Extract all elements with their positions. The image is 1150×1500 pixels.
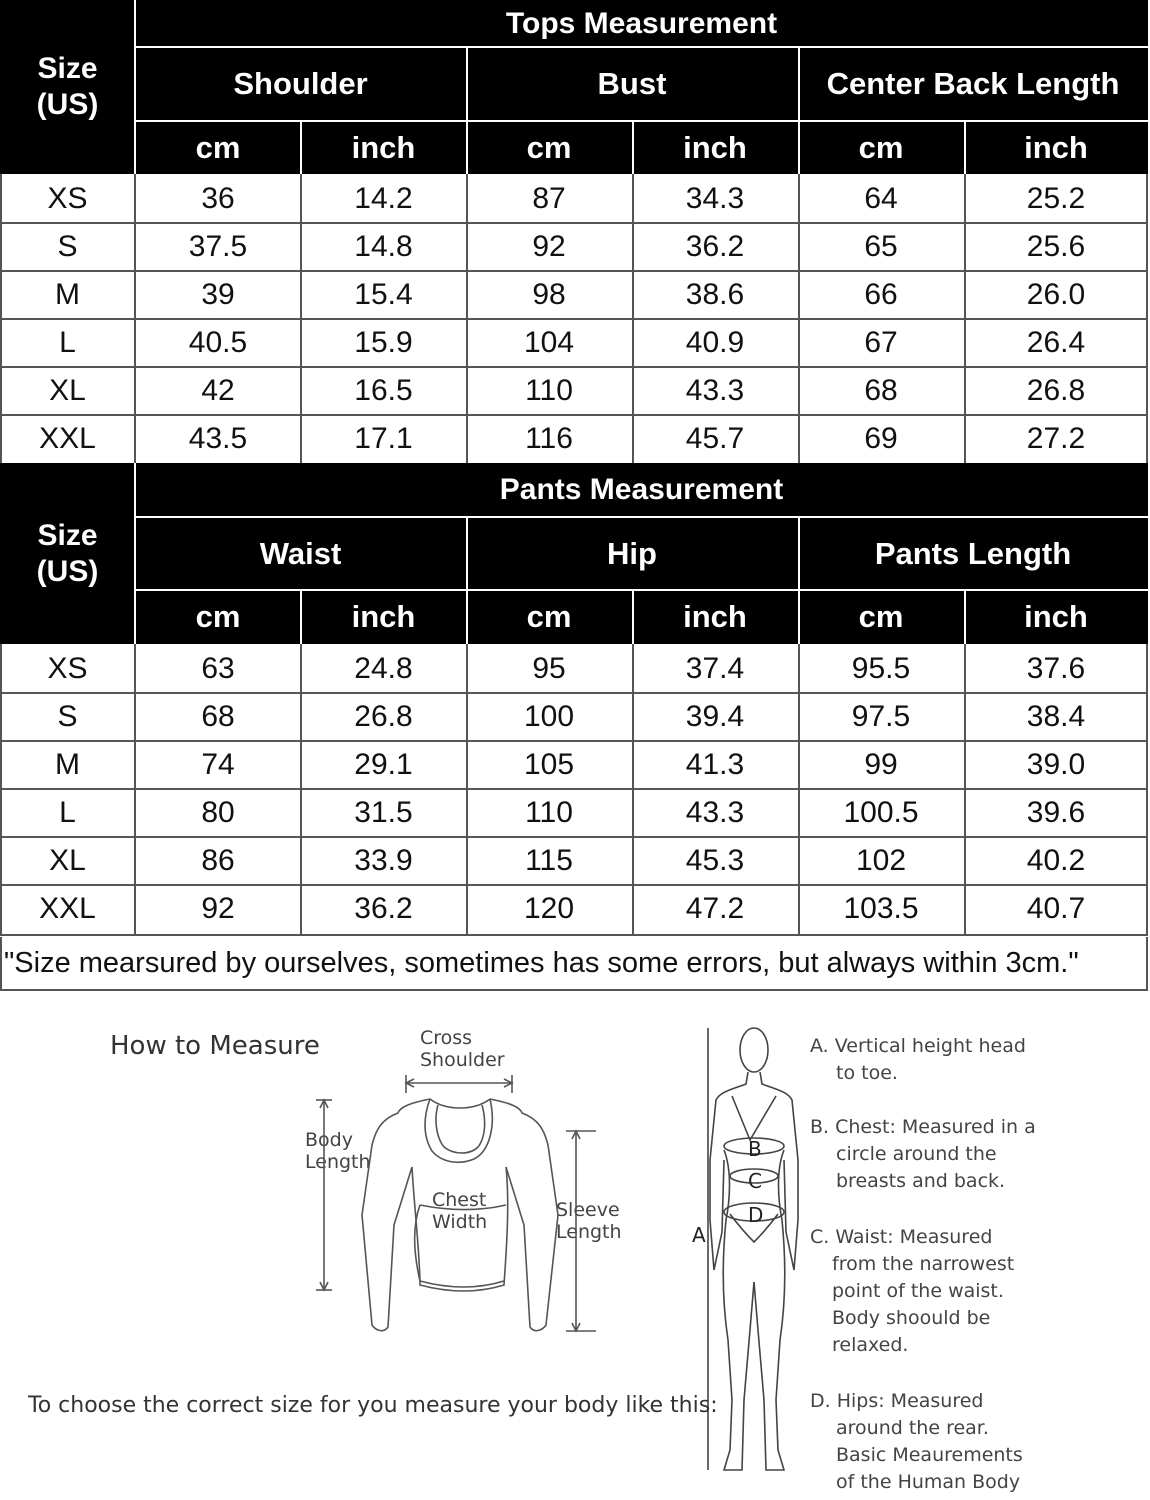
pants-size-label-2: (US) [36,554,99,588]
figure-letter-a: A [692,1223,706,1247]
pants-value-cell: 102 [855,844,907,877]
pants-value-cell: 31.5 [354,796,413,829]
pants-value-cell: 45.3 [685,844,745,877]
tops-value-cell: 40.5 [188,326,248,359]
tops-value-cell: 110 [525,374,573,407]
tops-value-cell: 92 [532,230,566,263]
sleeve-length-label: Sleeve Length [556,1199,622,1243]
pants-value-cell: 41.3 [685,748,745,781]
tops-group-shoulder: Shoulder [135,47,466,121]
pants-value-cell: 115 [525,844,573,877]
pants-size-cell: XL [49,844,86,877]
pants-value-cell: 95 [532,652,566,685]
tops-value-cell: 37.5 [188,230,248,263]
chest-width-label: Chest Width [432,1189,488,1233]
pants-value-cell: 24.8 [354,652,413,685]
pants-value-cell: 40.7 [1026,892,1086,925]
tops-value-cell: 65 [864,230,898,263]
pants-value-cell: 110 [525,796,573,829]
tops-value-cell: 27.2 [1026,422,1086,455]
tops-value-cell: 66 [864,278,898,311]
figure-letter-b: B [748,1137,762,1161]
tops-size-cell: L [59,326,76,359]
tops-unit-inch: inch [964,121,1148,174]
tops-value-cell: 25.6 [1026,230,1086,263]
tops-value-cell: 40.9 [685,326,745,359]
pants-value-cell: 26.8 [354,700,413,733]
tops-value-cell: 39 [201,278,235,311]
tops-value-cell: 16.5 [354,374,413,407]
tops-value-cell: 67 [864,326,898,359]
pants-value-cell: 39.4 [685,700,745,733]
tops-unit-cm: cm [466,121,632,174]
note-d: D. Hips: Measured around the rear. Basic Meaurements of the Human Body [810,1390,1023,1493]
pants-value-cell: 36.2 [354,892,413,925]
pants-size-cell: XS [47,652,88,685]
tops-value-cell: 45.7 [685,422,745,455]
tops-value-cell: 14.2 [354,182,413,215]
tops-size-label-1: Size [37,52,98,85]
tops-table [0,0,1148,463]
note-c: C. Waist: Measured from the narrowest point of the waist. Body shoould be relaxed. [810,1226,1015,1356]
pants-size-cell: M [55,748,80,781]
pants-unit-inch: inch [301,590,466,644]
pants-unit-cm: cm [135,590,301,644]
tops-value-cell: 38.6 [685,278,745,311]
tops-value-cell: 36.2 [685,230,745,263]
tops-value-cell: 64 [864,182,898,215]
tops-title: Tops Measurement [135,0,1148,47]
tops-value-cell: 14.8 [354,230,413,263]
tops-value-cell: 15.9 [354,326,413,359]
figure-letter-c: C [748,1169,762,1193]
tops-unit-inch: inch [632,121,798,174]
pants-unit-cm: cm [466,590,632,644]
instruction-text: To choose the correct size for you measure your body like this: [28,1393,718,1418]
pants-value-cell: 63 [201,652,235,685]
note-b: B. Chest: Measured in a circle around the breasts and back. [810,1116,1036,1192]
tops-size-cell: S [57,230,78,263]
pants-value-cell: 39.0 [1026,748,1086,781]
pants-value-cell: 105 [523,748,575,781]
pants-value-cell: 80 [201,796,235,829]
tops-size-cell: M [55,278,80,311]
pants-value-cell: 39.6 [1026,796,1086,829]
garment-measure-illustration [300,1055,620,1345]
figure-letter-d: D [748,1203,764,1227]
tops-value-cell: 26.4 [1026,326,1086,359]
pants-unit-inch: inch [632,590,798,644]
pants-unit-inch: inch [964,590,1148,644]
tops-value-cell: 69 [864,422,898,455]
tops-unit-inch: inch [301,121,466,174]
pants-value-cell: 100.5 [843,796,919,829]
pants-value-cell: 120 [523,892,575,925]
tops-value-cell: 43.5 [188,422,248,455]
note-a: A. Vertical height head to toe. [810,1035,1026,1084]
pants-value-cell: 40.2 [1026,844,1086,877]
pants-group-pants-length: Pants Length [798,517,1148,590]
pants-size-header [0,463,135,644]
pants-value-cell: 97.5 [851,700,911,733]
pants-group-hip: Hip [466,517,798,590]
tops-value-cell: 116 [525,422,573,455]
pants-table [0,463,1148,937]
tops-size-cell: XL [49,374,86,407]
pants-value-cell: 37.4 [685,652,745,685]
pants-title: Pants Measurement [135,463,1148,517]
pants-value-cell: 92 [201,892,235,925]
tops-value-cell: 43.3 [685,374,745,407]
tops-value-cell: 87 [532,182,566,215]
tops-value-cell: 26.0 [1026,278,1086,311]
body-length-label: Body Length [305,1129,371,1173]
pants-value-cell: 29.1 [354,748,413,781]
pants-value-cell: 37.6 [1026,652,1086,685]
tops-group-center-back-length: Center Back Length [798,47,1148,121]
pants-value-cell: 95.5 [851,652,911,685]
body-figure-illustration [680,1020,810,1500]
pants-group-waist: Waist [135,517,466,590]
pants-value-cell: 43.3 [685,796,745,829]
tops-size-label-2: (US) [36,88,99,121]
tops-value-cell: 25.2 [1026,182,1086,215]
pants-value-cell: 99 [864,748,898,781]
tops-value-cell: 15.4 [354,278,413,311]
tops-value-cell: 34.3 [685,182,745,215]
guide-title: How to Measure [110,1031,320,1061]
tops-value-cell: 68 [864,374,898,407]
tops-size-cell: XXL [39,422,96,455]
tops-value-cell: 17.1 [354,422,413,455]
cross-shoulder-label: Cross Shoulder [420,1027,505,1071]
how-to-measure-section [0,995,1150,1500]
pants-value-cell: 86 [201,844,235,877]
tops-size-header [0,0,135,174]
pants-value-cell: 47.2 [685,892,745,925]
pants-size-cell: S [57,700,78,733]
tops-unit-cm: cm [135,121,301,174]
pants-size-cell: L [59,796,76,829]
pants-value-cell: 74 [201,748,235,781]
tops-value-cell: 26.8 [1026,374,1086,407]
pants-size-cell: XXL [39,892,96,925]
tops-size-cell: XS [47,182,88,215]
pants-value-cell: 38.4 [1026,700,1086,733]
tops-value-cell: 98 [532,278,566,311]
tops-unit-cm: cm [798,121,964,174]
tops-value-cell: 104 [523,326,575,359]
tops-value-cell: 42 [201,374,235,407]
pants-value-cell: 68 [201,700,235,733]
tops-value-cell: 36 [201,182,235,215]
pants-value-cell: 100 [523,700,575,733]
pants-value-cell: 103.5 [843,892,919,925]
pants-size-label-1: Size [37,518,98,552]
measurement-note: "Size mearsured by ourselves, sometimes has some errors, but always within 3cm." [4,946,1079,979]
pants-unit-cm: cm [798,590,964,644]
tops-group-bust: Bust [466,47,798,121]
pants-value-cell: 33.9 [354,844,413,877]
